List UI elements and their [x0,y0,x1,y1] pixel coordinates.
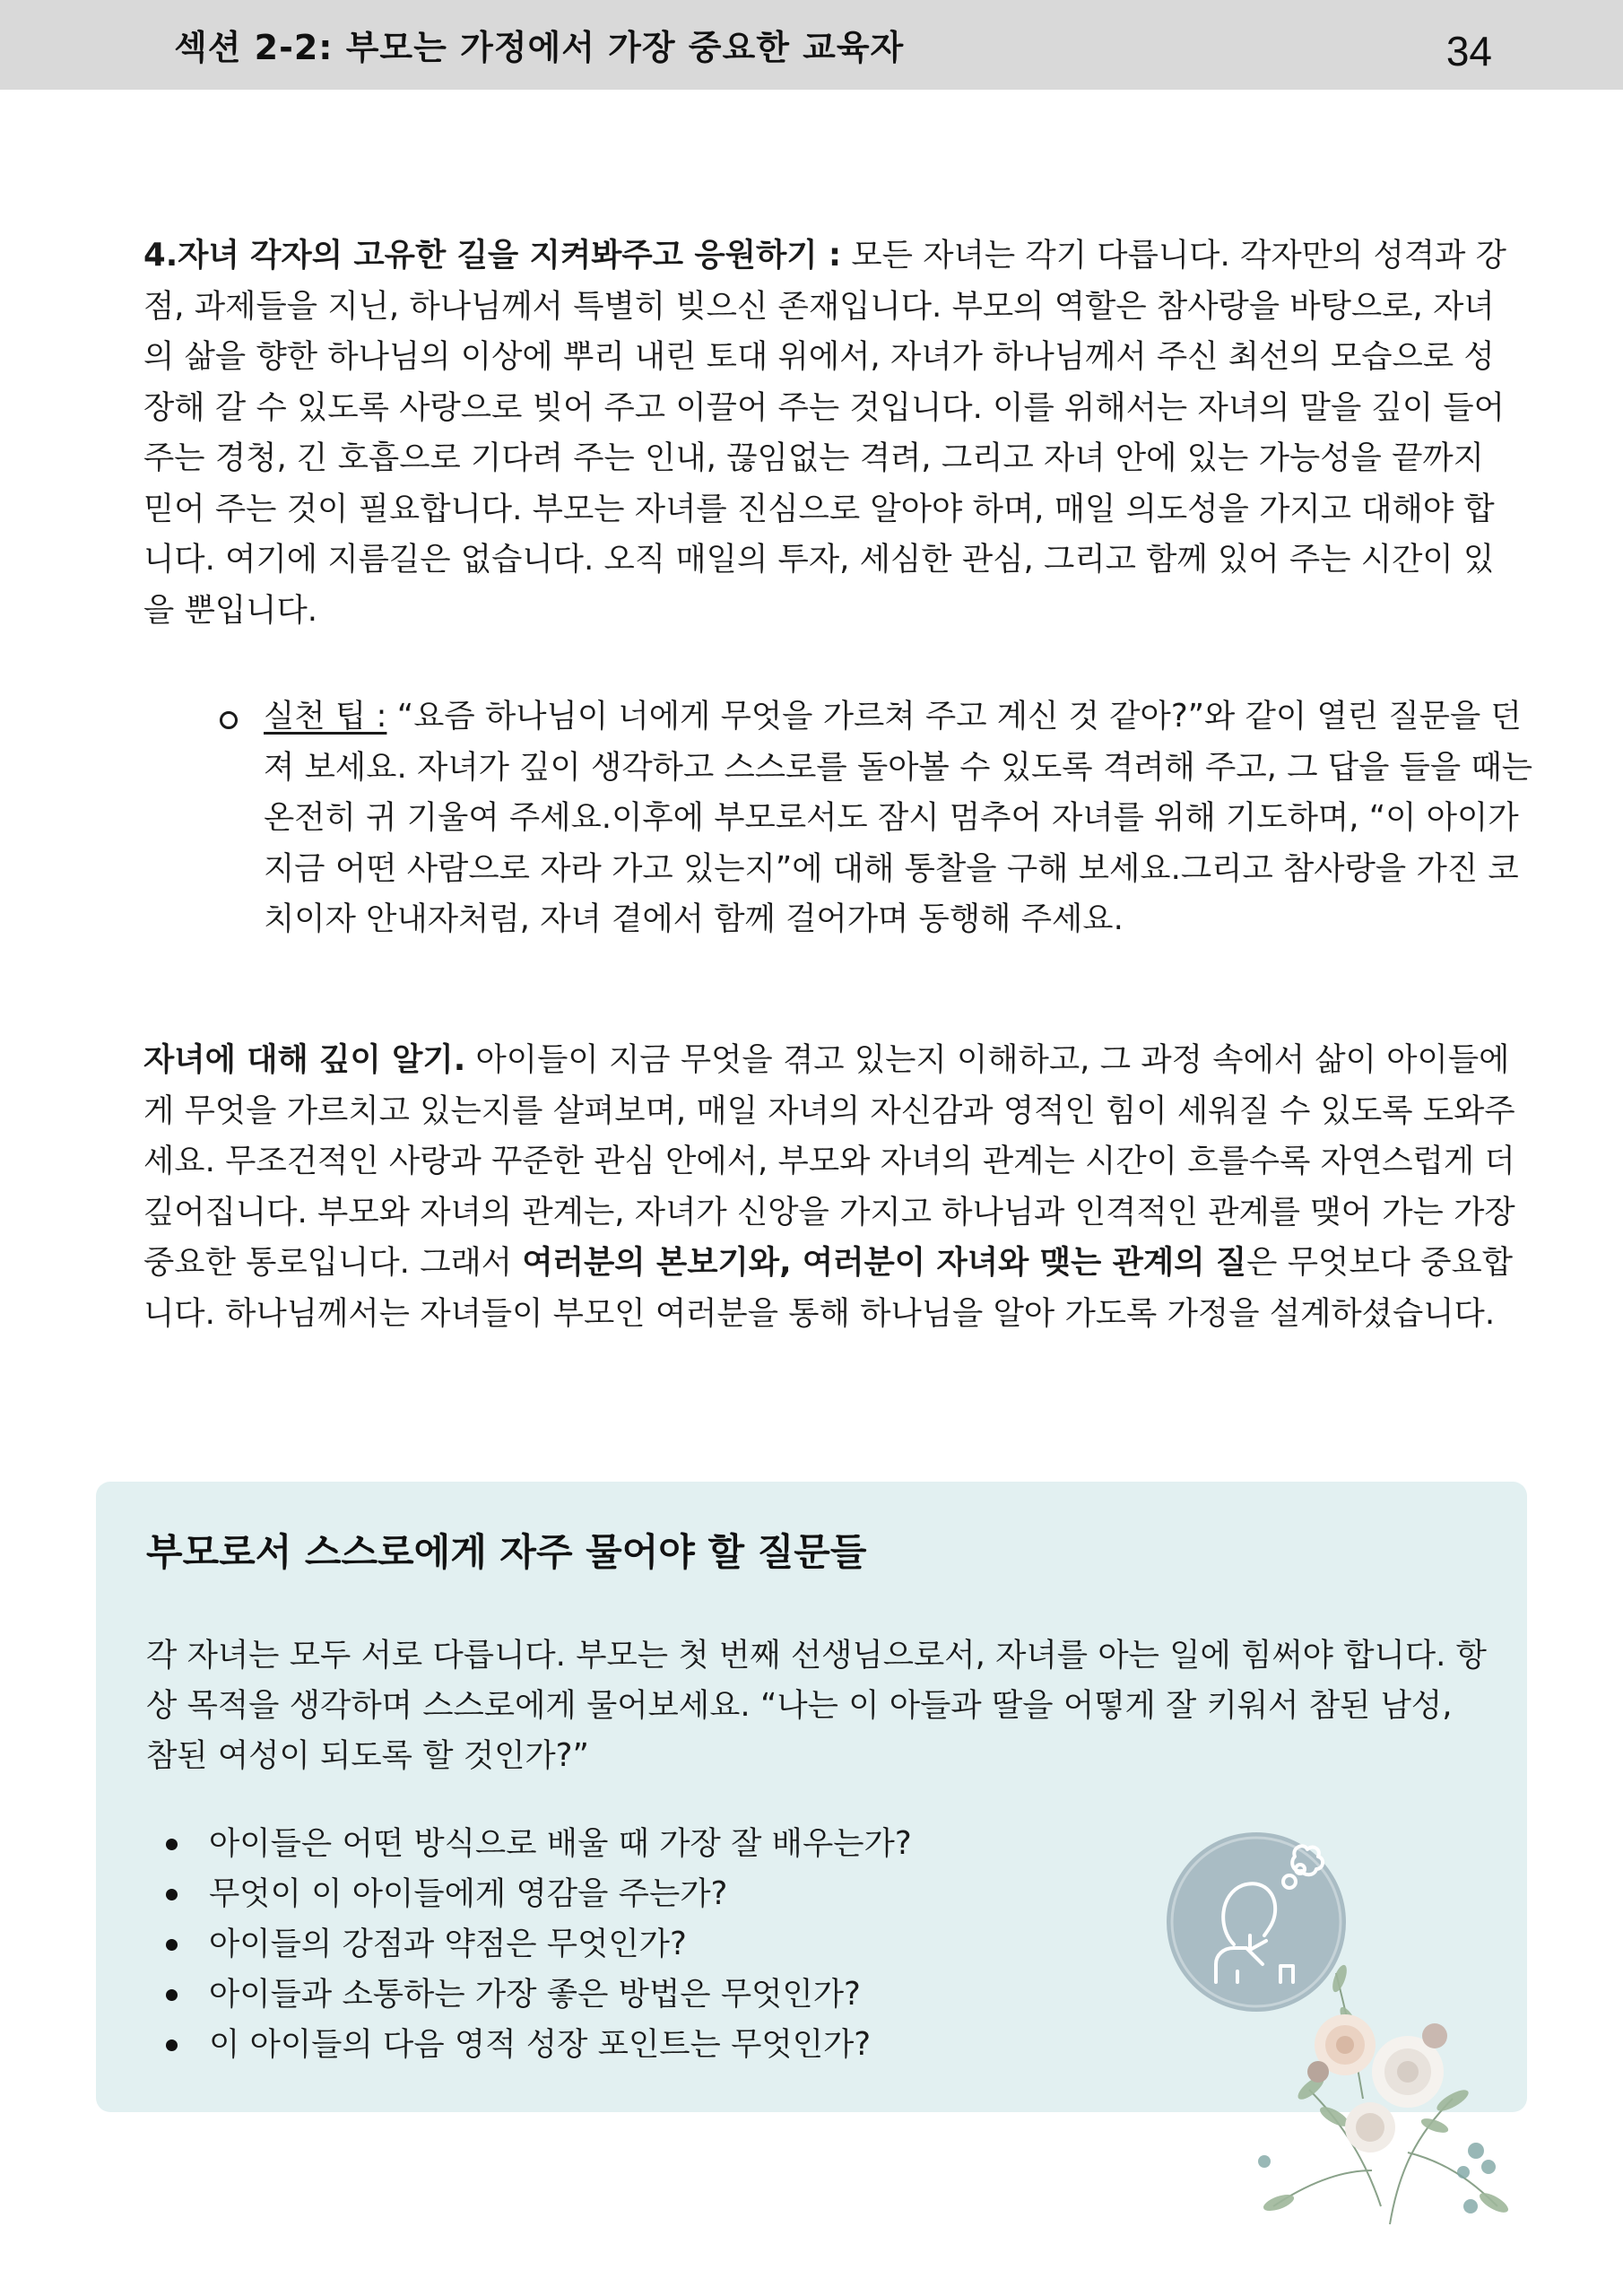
bullet-icon [166,2039,178,2051]
list-item: 무엇이 이 아이들에게 영감을 주는가? [146,1869,912,1919]
list-item: 이 아이들의 다음 영적 성장 포인트는 무엇인가? [146,2020,912,2070]
callout-title: 부모로서 스스로에게 자주 물어야 할 질문들 [146,1530,867,1574]
section4-paragraph [143,230,1524,636]
tip-body: “요즘 하나님이 너에게 무엇을 가르쳐 주고 계신 것 같아?”와 같이 열린 질문을 던져 보세요. 자녀가 깊이 생각하고 스스로를 돌아볼 수 있도록 격려해 주고, 그 답을 들을 때는 온전히 귀 기울여 주세요.이후에 부모로서도 잠시 멈추어 자녀를 위해 기도하며, “이 아이가 지금 어떤 사람으로 자라 가고 있는지”에 대해 통찰을 구해 보세요.그리고 참사랑을 가진 코치이자 안내자처럼, 자녀 곁에서 함께 걸어가며 동행해 주세요. [264,698,1533,937]
know-children-paragraph [143,1035,1524,1339]
page-header [0,0,1623,90]
list-item: 아이들과 소통하는 가장 좋은 방법은 무엇인가? [146,1970,912,2020]
page-number: 34 [1445,28,1492,74]
question-list [146,1819,912,2070]
practice-tip [264,691,1537,945]
know-children-body-1: 아이들이 지금 무엇을 겪고 있는지 이해하고, 그 과정 속에서 삶이 아이들에게 무엇을 가르치고 있는지를 살펴보며, 매일 자녀의 자신감과 영적인 힘이 세워질 수 있도록 도와주세요. 무조건적인 사랑과 꾸준한 관심 안에서, 부모와 자녀의 관계는 시간이 흐를수록 자연스럽게 더 깊어집니다. 부모와 자녀의 관계는, 자녀가 신앙을 가지고 하나님과 인격적인 관계를 맺어 가는 가장 중요한 통로입니다. 그래서 [143,1041,1515,1281]
bullet-icon [166,1939,178,1951]
list-item: 아이들의 강점과 약점은 무엇인가? [146,1919,912,1970]
section-title: 섹션 2-2: 부모는 가정에서 가장 중요한 교육자 [174,28,905,67]
know-children-body-2: 은 무엇보다 중요합니다. 하나님께서는 자녀들이 부모인 여러분을 통해 하나님을 알아 가도록 가정을 설계하셨습니다. [143,1244,1514,1332]
callout-intro: 각 자녀는 모두 서로 다릅니다. 부모는 첫 번째 선생님으로서, 자녀를 아는 일에 힘써야 합니다. 항상 목적을 생각하며 스스로에게 물어보세요. “나는 이 아들과 딸을 어떻게 잘 키워서 참된 남성, 참된 여성이 되도록 할 것인가?” [146,1637,1487,1774]
section4-body: 모든 자녀는 각기 다릅니다. 각자만의 성격과 강점, 과제들을 지닌, 하나님께서 특별히 빚으신 존재입니다. 부모의 역할은 참사랑을 바탕으로, 자녀의 삶을 향한 하나님의 이상에 뿌리 내린 토대 위에서, 자녀가 하나님께서 주신 최선의 모습으로 성장해 갈 수 있도록 사랑으로 빚어 주고 이끌어 주는 것입니다. 이를 위해서는 자녀의 말을 깊이 들어 주는 경청, 긴 호흡으로 기다려 주는 인내, 끊임없는 격려, 그리고 자녀 안에 있는 가능성을 끝까지 믿어 주는 것이 필요합니다. 부모는 자녀를 진심으로 알아야 하며, 매일 의도성을 가지고 대해야 합니다. 여기에 지름길은 없습니다. 오직 매일의 투자, 세심한 관심, 그리고 함께 있어 주는 시간이 있을 뿐입니다. [143,237,1506,629]
hollow-bullet-icon [220,711,238,729]
know-children-emphasis: 여러분의 본보기와, 여러분이 자녀와 맺는 관계의 질 [522,1244,1247,1281]
list-item: 아이들은 어떤 방식으로 배울 때 가장 잘 배우는가? [146,1819,912,1869]
floral-bouquet-icon [1228,1937,1515,2233]
bullet-icon [166,1989,178,2001]
know-children-heading: 자녀에 대해 깊이 알기. [143,1041,466,1078]
section4-heading: 4.자녀 각자의 고유한 길을 지켜봐주고 응원하기 : [143,237,842,274]
bullet-icon [166,1839,178,1850]
tip-label: 실천 팁 : [264,698,387,735]
bullet-icon [166,1889,178,1900]
